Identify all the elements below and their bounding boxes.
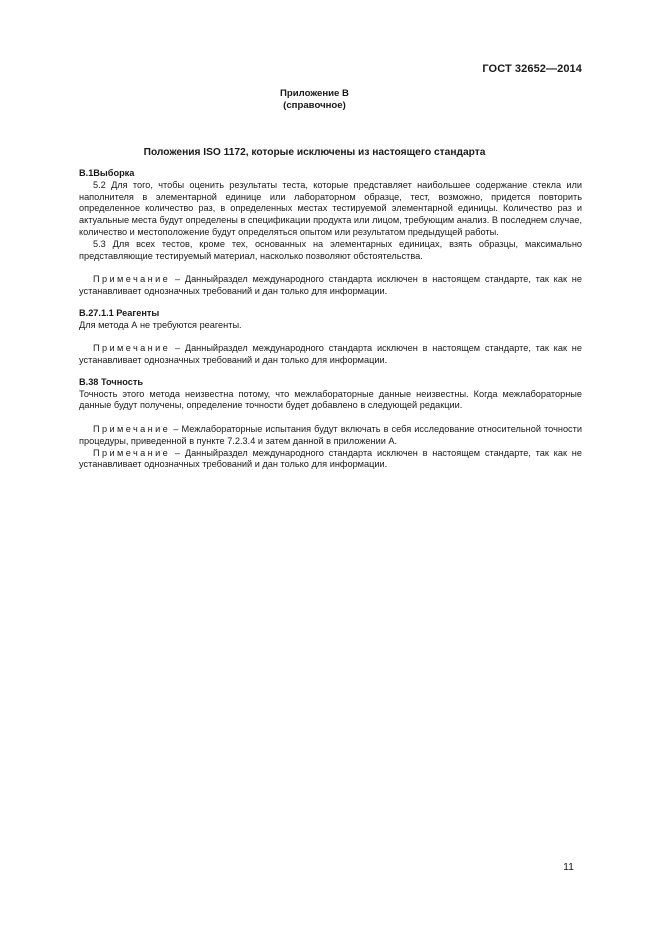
paragraph: Точность этого метода неизвестна потому, что межлабораторные данные неизвестны. Когда межлабораторные данные будут получены, определение точности будет добавлено в следующей редакции. (79, 388, 582, 411)
paragraph: Для метода А не требуются реагенты. (79, 319, 242, 330)
section-heading: В.27.1.1 Реагенты (79, 307, 160, 318)
note-label: Примечание (93, 447, 171, 458)
section-heading: В.38 Точность (79, 376, 144, 387)
appendix-heading (0, 88, 629, 112)
appendix-subtitle: (справочное) (283, 100, 346, 111)
section-heading: В.1Выборка (79, 168, 135, 178)
document-code: ГОСТ 32652—2014 (482, 63, 582, 75)
page-number: 11 (563, 861, 574, 873)
note (79, 343, 582, 367)
note-text: – Межлабораторные испытания будут включать в себя исследование относительной точности процедуры, приведенной в пункте 7.2.3.4 и затем данной в приложении А. (79, 423, 582, 446)
note-label: Примечание (93, 274, 171, 285)
appendix-title: Приложение В (280, 88, 349, 99)
document-body (79, 168, 582, 471)
note-label: Примечание (93, 343, 171, 354)
note (79, 448, 582, 472)
note-text: – Данныйраздел международного стандарта исключен в настоящем стандарте, так как не устанавливает однозначных требований и дан только для информации. (79, 274, 582, 296)
main-title: Положения ISO 1172, которые исключены из настоящего стандарта (143, 147, 486, 158)
note-label: Примечание (93, 423, 171, 434)
note-text: – Данныйраздел международного стандарта исключен в настоящем стандарте, так как не устанавливает однозначных требований и дан только для информации. (79, 447, 582, 470)
note-text: – Данныйраздел международного стандарта исключен в настоящем стандарте, так как не устанавливает однозначных требований и дан только для информации. (79, 343, 582, 365)
paragraph: 5.3 Для всех тестов, кроме тех, основанных на элементарных единицах, взять образцы, максимально представляющие тестируемый материал, насколько позволяют обстоятельства. (79, 238, 582, 261)
note (79, 274, 582, 298)
note (79, 424, 582, 448)
paragraph: 5.2 Для того, чтобы оценить результаты теста, которые представляет наибольшее содержание стекла или наполнителя в элементарной единице или лабораторном образце, тест, возможно, придется повторить определенное количество раз, в определенных местах тестируемой элементарной единицы. Количество раз и актуальные места будут определены в спецификации продукта или лицом, требующим анализ. В последнем случае, количество и местоположение будут определяться опытом или результатом предыдущей работы. (79, 179, 582, 237)
